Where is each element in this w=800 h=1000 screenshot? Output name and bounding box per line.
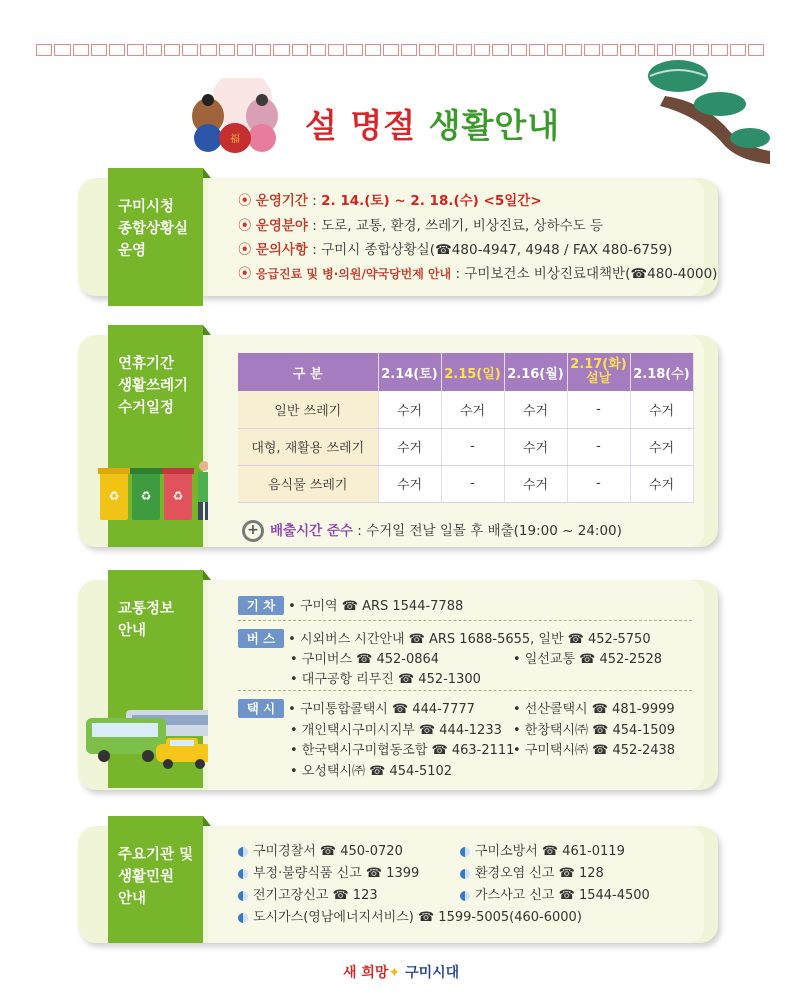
list-item: • 오성택시㈜ ☎ 454-5102: [290, 764, 453, 779]
svg-text:福: 福: [230, 134, 240, 145]
list-item: 가스사고 신고 ☎ 1544-4500: [460, 884, 650, 903]
list-item: 부정·불량식품 신고 ☎ 1399: [238, 862, 419, 881]
list-item: 도시가스(영남에너지서비스) ☎ 1599-5005(460-6000): [238, 906, 582, 925]
list-item: • 구미택시㈜ ☎ 452-2438: [513, 743, 676, 758]
section-agencies: [78, 826, 718, 943]
taxi-info: 택 시 • 구미통합콜택시 ☎ 444-7777: [238, 698, 475, 718]
bus-taxi-illustration: [86, 708, 218, 774]
info-row-period: ⦿ 운영기간 : 2. 14.(토) ~ 2. 18.(수) <5일간>: [238, 193, 542, 209]
table-header: 2.16(월): [504, 353, 567, 391]
table-header: 2.17(화) 설날: [567, 353, 630, 391]
section-content: [208, 335, 704, 547]
svg-text:♻: ♻: [108, 489, 120, 503]
info-row-inquiry: ⦿ 문의사항 : 구미시 종합상황실(☎480-4947, 4948 / FAX 480-6759): [238, 242, 673, 258]
section-situation-room: [78, 178, 718, 296]
section-content: [208, 178, 718, 296]
table-row: 음식물 쓰레기 수거 - 수거 - 수거: [238, 465, 693, 502]
section-tab: 연휴기간 생활쓰레기 수거일정: [108, 325, 203, 547]
table-header: 2.14(토): [378, 353, 441, 391]
table-row: 대형, 재활용 쓰레기 수거 - 수거 - 수거: [238, 428, 693, 465]
list-item: • 한창택시㈜ ☎ 454-1509: [513, 723, 676, 738]
list-item: • 대구공항 리무진 ☎ 452-1300: [290, 672, 481, 687]
svg-text:♻: ♻: [172, 489, 184, 503]
bus-info: 버 스 • 시외버스 시간안내 ☎ ARS 1688-5655, 일반 ☎ 452-5750: [238, 628, 651, 648]
train-badge: 기 차: [238, 596, 284, 615]
garbage-schedule-table: [238, 353, 694, 503]
recycling-bins-illustration: [98, 460, 218, 522]
table-row: 일반 쓰레기 수거 수거 수거 - 수거: [238, 391, 693, 428]
divider: [238, 620, 692, 621]
table-header: 2.15(일): [441, 353, 504, 391]
list-item: • 선산콜택시 ☎ 481-9999: [513, 702, 675, 717]
page-title: 설 명절 생활안내: [305, 106, 561, 145]
info-row-emergency: ⦿ 응급진료 및 병·의원/약국당번제 안내 : 구미보건소 비상진료대책반(☎480-4000): [238, 266, 718, 282]
list-item: 전기고장신고 ☎ 123: [238, 884, 378, 903]
list-item: • 구미버스 ☎ 452-0864: [290, 652, 440, 667]
taxi-badge: 택 시: [238, 699, 284, 718]
disposal-time-note: + 배출시간 준수 : 수거일 전날 일몰 후 배출(19:00 ~ 24:00): [242, 519, 622, 542]
list-item: 구미경찰서 ☎ 450-0720: [238, 840, 403, 859]
section-tab: 주요기관 및 생활민원 안내: [108, 816, 203, 943]
section-content: [208, 580, 704, 790]
pine-tree-illustration: [640, 46, 770, 166]
list-item: • 개인택시구미시지부 ☎ 444-1233: [290, 723, 502, 738]
magnifier-icon: +: [242, 520, 264, 542]
section-tab: 구미시청 종합상황실 운영: [108, 168, 203, 306]
section-transport-info: [78, 580, 718, 790]
svg-text:♻: ♻: [140, 489, 152, 503]
info-row-fields: ⦿ 운영분야 : 도로, 교통, 환경, 쓰레기, 비상진료, 상하수도 등: [238, 218, 604, 234]
table-header: 구 분: [238, 353, 378, 391]
bus-badge: 버 스: [238, 629, 284, 648]
section-tab: 교통정보 안내: [108, 570, 203, 788]
divider: [238, 690, 692, 691]
table-header: 2.18(수): [630, 353, 693, 391]
footer-slogan: 새 희망✦ 구미시대: [343, 965, 460, 981]
train-info: 기 차 • 구미역 ☎ ARS 1544-7788: [238, 595, 463, 615]
section-garbage-schedule: [78, 335, 718, 547]
list-item: 환경오염 신고 ☎ 128: [460, 862, 604, 881]
list-item: • 한국택시구미협동조합 ☎ 463-2111: [290, 743, 515, 758]
list-item: • 일선교통 ☎ 452-2528: [513, 652, 663, 667]
section-content: [208, 826, 704, 943]
list-item: 구미소방서 ☎ 461-0119: [460, 840, 625, 859]
horse-mascot-illustration: [180, 78, 290, 158]
